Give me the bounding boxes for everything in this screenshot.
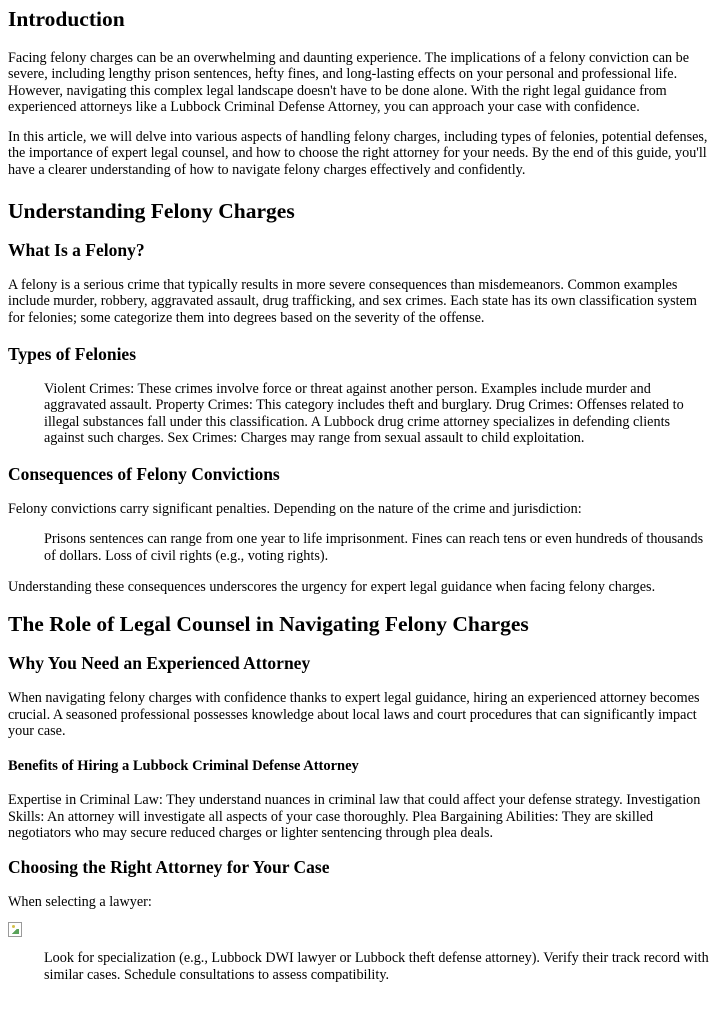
choosing-intro: When selecting a lawyer: bbox=[8, 894, 152, 911]
consequences-intro: Felony convictions carry significant penalties. Depending on the nature of the crime and jurisdiction: bbox=[8, 501, 582, 518]
consequences-list: Prisons sentences can range from one year to life imprisonment. Fines can reach tens or even hundreds of thousands of dollars. Loss of civil rights (e.g., voting rights). bbox=[44, 531, 704, 564]
heading-role-of-legal-counsel: The Role of Legal Counsel in Navigating Felony Charges bbox=[8, 612, 529, 637]
consequences-outro: Understanding these consequences underscores the urgency for expert legal guidance when facing felony charges. bbox=[8, 579, 656, 596]
heading-benefits: Benefits of Hiring a Lubbock Criminal Defense Attorney bbox=[8, 758, 359, 775]
intro-paragraph-1: Facing felony charges can be an overwhelming and daunting experience. The implications of a felony conviction can be severe, including lengthy prison sentences, hefty fines, and long-lasting effects on your personal and professional life. However, navigating this complex legal landscape doesn't have to be done alone. With the right legal guidance from experienced attorneys like a Lubbock Criminal Defense Attorney, you can approach your case with confidence. bbox=[8, 50, 690, 115]
types-of-felonies-list: Violent Crimes: These crimes involve force or threat against another person. Examples include murder and aggravated assault. Property Crimes: This category includes theft and burglary. Drug Crimes: Offenses related to illegal substances fall under this classification. A Lubbock drug crime attorney specializes in defending clients against such charges. Sex Crimes: Charges may range from sexual assault to child exploitation. bbox=[44, 380, 684, 446]
choosing-list: Look for specialization (e.g., Lubbock DWI lawyer or Lubbock theft defense attorney). Verify their track record with similar cases. Schedule consultations to assess compatibility. bbox=[44, 950, 709, 983]
why-attorney-paragraph: When navigating felony charges with confidence thanks to expert legal guidance, hiring an experienced attorney becomes crucial. A seasoned professional possesses knowledge about local laws and court procedures that can significantly impact your case. bbox=[8, 690, 700, 739]
heading-choosing-attorney: Choosing the Right Attorney for Your Case bbox=[8, 857, 330, 878]
heading-understanding-felony-charges: Understanding Felony Charges bbox=[8, 199, 295, 224]
benefits-paragraph: Expertise in Criminal Law: They understand nuances in criminal law that could affect your defense strategy. Investigation Skills: An attorney will investigate all aspects of your case thoroughly. Plea Bargaining Abilities: They are skilled negotiators who may secure reduced charges or lighter sentencing through plea deals. bbox=[8, 792, 701, 841]
heading-types-of-felonies: Types of Felonies bbox=[8, 343, 137, 364]
article bbox=[0, 6, 720, 983]
broken-image-icon bbox=[8, 922, 22, 937]
intro-paragraph-2: In this article, we will delve into various aspects of handling felony charges, including types of felonies, potential defenses, the importance of expert legal counsel, and how to choose the right attorney for your needs. By the end of this guide, you'll have a clearer understanding of how to navigate felony charges effectively and confidently. bbox=[8, 129, 708, 178]
what-is-felony-paragraph: A felony is a serious crime that typically results in more severe consequences than misdemeanors. Common examples include murder, robbery, aggravated assault, drug trafficking, and sex crimes. Each state has its own classification system for felonies; some categorize them into degrees based on the severity of the offense. bbox=[8, 277, 697, 326]
heading-consequences: Consequences of Felony Convictions bbox=[8, 464, 280, 485]
heading-introduction: Introduction bbox=[8, 7, 125, 31]
heading-why-you-need-attorney: Why You Need an Experienced Attorney bbox=[8, 653, 311, 674]
image-container bbox=[8, 922, 712, 938]
heading-what-is-a-felony: What Is a Felony? bbox=[8, 240, 145, 261]
